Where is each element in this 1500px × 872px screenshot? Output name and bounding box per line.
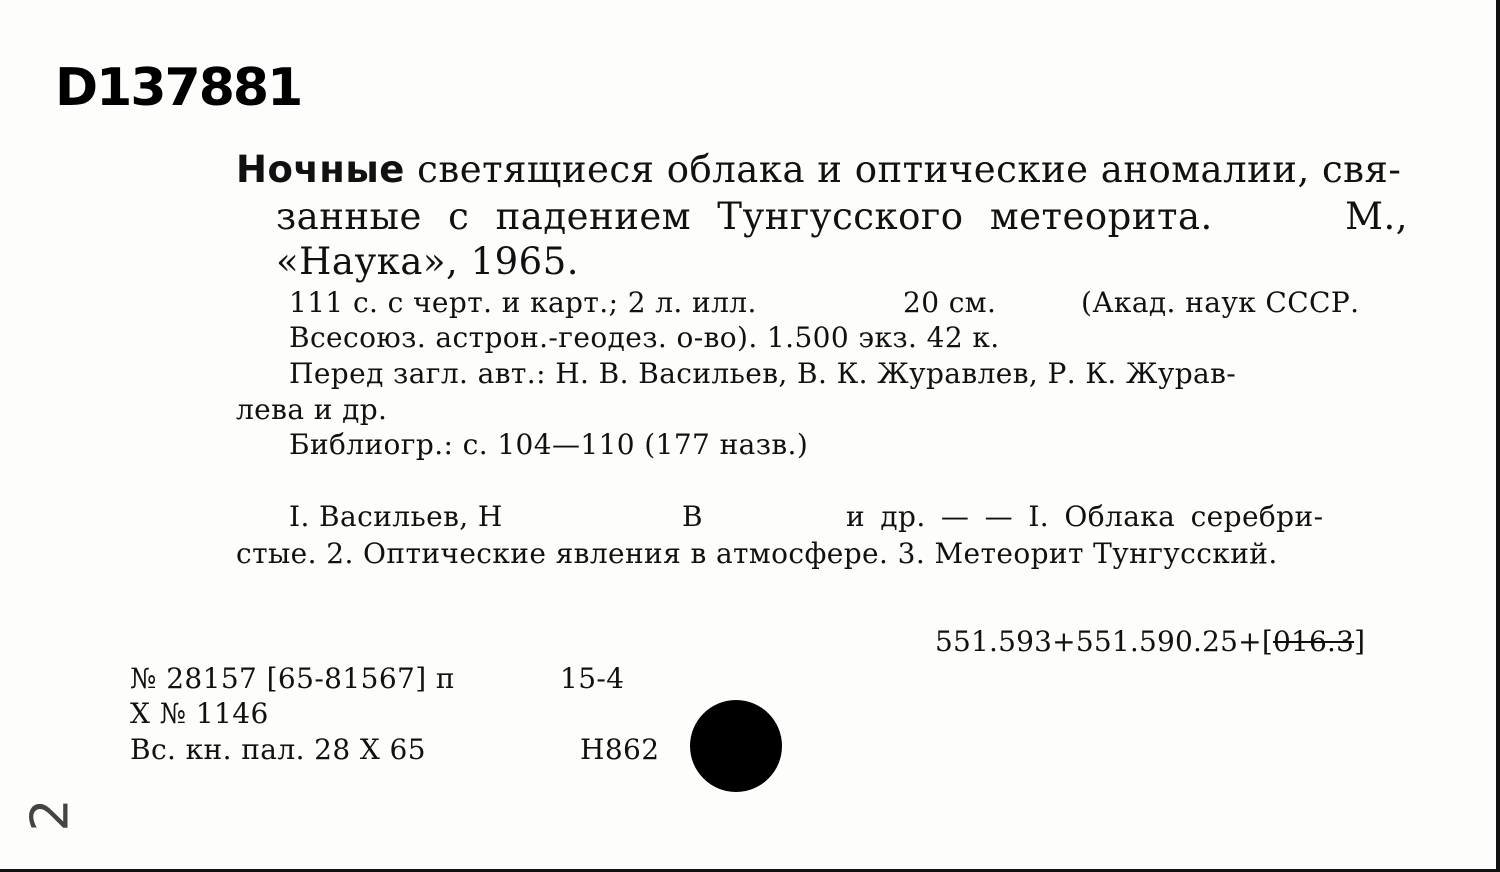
bibliography: Библиогр.: с. 104—110 (177 назв.) xyxy=(289,428,809,461)
subject-author: I. Васильев, Н xyxy=(289,500,503,533)
description-line-1 xyxy=(289,286,1409,319)
authors-line-1: Перед загл. авт.: Н. В. Васильев, В. К. Журавлев, Р. К. Журав- xyxy=(289,357,1237,390)
subjects-line-2: стые. 2. Оптические явления в атмосфере. 3. Метеорит Тунгусский. xyxy=(236,537,1278,570)
udc-struck: 016.3 xyxy=(1272,625,1355,658)
catalog-code: D137881 xyxy=(55,58,302,118)
record-code: 15-4 xyxy=(560,662,625,695)
record-line-2: Х № 1146 xyxy=(130,697,269,730)
record-line-1 xyxy=(130,662,650,695)
title-line-1 xyxy=(236,148,1406,191)
pages-info: 111 с. с черт. и карт.; 2 л. илл. xyxy=(289,286,757,319)
subject-initial: В xyxy=(682,500,703,533)
subject-rest: и др. — — I. Облака серебри- xyxy=(846,500,1324,533)
size-info: 20 см. xyxy=(903,286,997,319)
authors-line-2: лева и др. xyxy=(236,393,388,426)
publisher-place: М., xyxy=(1345,195,1408,238)
title-head: Ночные xyxy=(236,148,405,191)
udc-bracket-open: [ xyxy=(1261,625,1273,658)
record-number: № 28157 [65-81567] п xyxy=(130,662,455,695)
record-chamber: Вс. кн. пал. 28 Х 65 xyxy=(130,733,426,766)
udc-main: 551.593+551.590.25+ xyxy=(935,625,1262,658)
record-line-3 xyxy=(130,733,670,766)
subjects-line-1 xyxy=(289,500,1409,533)
title-line-1-rest: светящиеся облака и оптические аномалии, свя- xyxy=(404,148,1402,191)
title-line-3: «Наука», 1965. xyxy=(276,240,579,283)
series-info: (Акад. наук СССР. xyxy=(1081,286,1360,319)
udc-classification xyxy=(935,625,1365,658)
title-line-2 xyxy=(276,195,1408,238)
udc-bracket-close: ] xyxy=(1354,625,1366,658)
title-line-2-left: занные с падением Тунгусского метеорита. xyxy=(276,195,1213,238)
record-order: Н862 xyxy=(580,733,660,766)
description-line-2: Всесоюз. астрон.-геодез. о-во). 1.500 экз. 42 к. xyxy=(289,321,1000,354)
handwritten-mark: 2 xyxy=(20,798,81,832)
punch-hole-dot xyxy=(690,700,782,792)
